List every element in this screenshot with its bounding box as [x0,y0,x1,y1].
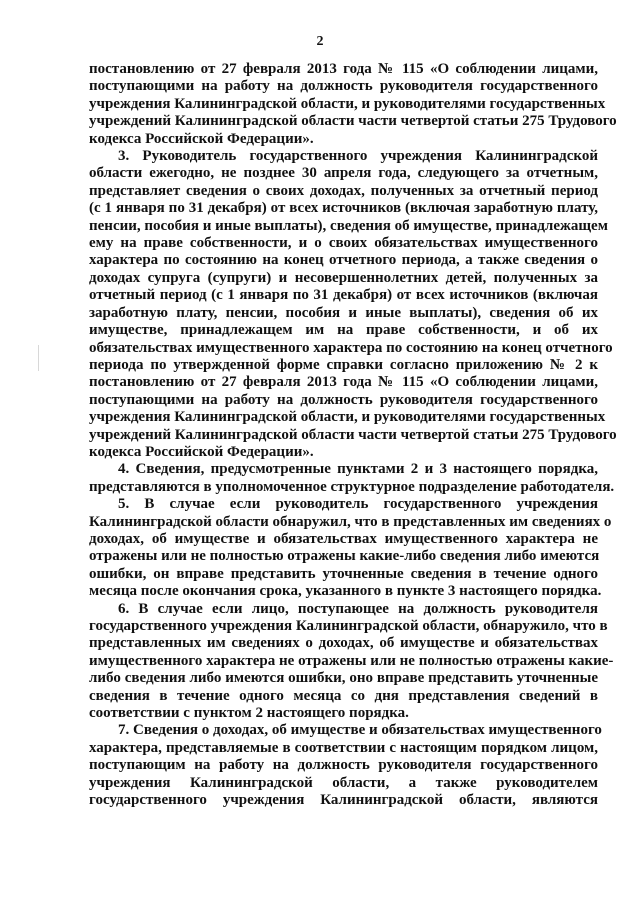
text-line: государственного учреждения Калининградской области, обнаружило, что в [89,618,608,634]
text-line: доходах, об имуществе и обязательствах имущественного характера не [89,530,598,547]
text-line: постановлению от 27 февраля 2013 года № 115 «О соблюдении лицами, [89,374,598,391]
text-line: представляются в уполномоченное структурное подразделение работодателя. [89,478,615,495]
text-line: государственного учреждения Калининградской области, являются [89,792,598,809]
page-number: 2 [316,34,324,49]
text-line: 7. Сведения о доходах, об имуществе и обязательствах имущественного [118,722,602,739]
text-line: кодекса Российской Федерации». [89,443,314,460]
text-line: постановлению от 27 февраля 2013 года № 115 «О соблюдении лицами, [89,61,598,77]
text-line: 3. Руководитель государственного учреждения Калининградской [118,148,598,165]
text-line: (с 1 января по 31 декабря) от всех источников (включая заработную плату, [89,200,598,217]
text-line: учреждений Калининградской области части четвертой статьи 275 Трудового [89,113,617,130]
text-line: поступающими на работу на должность руководителя государственного [89,78,598,95]
text-line: области ежегодно, не позднее 30 апреля года, следующего за отчетным, [89,165,598,182]
text-line: 4. Сведения, предусмотренные пунктами 2 и 3 настоящего порядка, [118,461,598,478]
text-line: представляет сведения о своих доходах, полученных за отчетный период [89,182,598,199]
text-line: сведения в течение одного месяца со дня представления сведений в [89,687,598,704]
text-line: Калининградской области обнаружил, что в представленных им сведениях о [89,513,612,530]
text-line: поступающими на работу на должность руководителя государственного [89,391,598,408]
text-line: имущественного характера не отражены или не полностью отражены какие- [89,652,614,669]
text-line: поступающим на работу на должность руководителя государственного [89,757,598,774]
paragraph-item-6 [89,600,614,723]
text-line: отчетный период (с 1 января по 31 декабря) от всех источников (включая [89,287,598,304]
paragraph-item-4 [89,461,615,496]
margin-mark [38,345,39,371]
text-line: 6. В случае если лицо, поступающее на должность руководителя [118,600,598,617]
text-line: пенсии, пособия и иные выплаты), сведения об имуществе, принадлежащем [89,217,608,234]
paragraph-item-3 [89,148,617,461]
text-line: доходах супруга (супруги) и несовершеннолетних детей, полученных за [89,269,598,286]
text-line: обязательствах имущественного характера по состоянию на конец отчетного [89,339,613,356]
paragraph-item-7 [89,722,602,809]
text-line: учреждения Калининградской области, а также руководителем [89,774,598,791]
text-line: соответствии с пунктом 2 настоящего порядка. [89,705,409,722]
paragraph-item-5 [89,496,612,600]
text-line: ошибки, он вправе представить уточненные сведения в течение одного [89,565,598,582]
text-line: кодекса Российской Федерации». [89,130,314,147]
text-line: ему на праве собственности, и о своих обязательствах имущественного [89,235,598,252]
text-line: месяца после окончания срока, указанного в пункте 3 настоящего порядка. [89,583,602,600]
paragraph-continuation [89,61,617,148]
text-line: заработную плату, пенсии, пособия и иные выплаты), сведения об их [89,304,598,321]
text-line: отражены или не полностью отражены какие-либо сведения либо имеются [89,548,600,565]
text-line: характера, представляемые в соответствии с настоящим порядком лицом, [89,739,598,756]
text-line: учреждения Калининградской области, и руководителями государственных [89,409,606,426]
text-line: представленных им сведениях о доходах, об имуществе и обязательствах [89,635,598,652]
text-line: периода по утвержденной форме справки согласно приложению № 2 к [89,356,598,373]
text-line: учреждений Калининградской области части четвертой статьи 275 Трудового [89,426,617,443]
document-body [89,61,617,809]
text-line: 5. В случае если руководитель государственного учреждения [118,496,598,513]
text-line: либо сведения либо имеются ошибки, оно вправе представить уточненные [89,670,598,687]
text-line: характера по состоянию на конец отчетного периода, а также сведения о [89,252,598,269]
text-line: имуществе, принадлежащем им на праве собственности, и об их [89,322,598,339]
text-line: учреждения Калининградской области, и руководителями государственных [89,95,606,112]
